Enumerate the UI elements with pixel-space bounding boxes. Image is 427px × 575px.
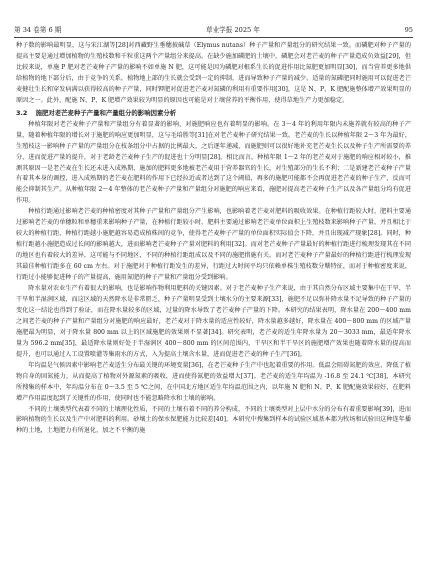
- running-header: [14, 20, 413, 38]
- section-heading: [16, 108, 411, 119]
- paragraph: 降水量对农业生产有着很大的影响，也是影响作物利用肥料的关键因素。对于老芒麦种子生产来说，由于其自然分布区域主要集中在干旱、半干旱和半湿润区域，而这区域的天然降水是非常匮乏，种子产量明显受到土壤水分的主要来源[33]，施肥不足以弥补降水量不足导致的种子产量的变化这一结论也得到了验证，而在降水量较多的区域，过量的降水导致了老芒麦种子产量的下降。本研究的结果表明，降水量在 200～400 mm 之间老芒麦的种子产量和产量组分对施肥的响应最好，老芒麦对于降水量的适应性较好，降水量越多越好，降水量在 400～800 mm 的区域产量施肥最为明显，对于降水量 800 mm 以上的区域施肥的效果则不显著[34]。研究表明，老芒麦的适生年降水量为 20～3033 mm，最适年降水量为 596.2 mm[35]，最适降水量则好处于半湿润区 400～800 mm 的区间范围内，干旱区和半干旱区的施肥增产效果也随着降水量的提高而提升，也可以通过人工设置喷灌等集雨水的方式，入为提高土壤含水量，进而促进老芒麦的种子生产[36]。: [16, 285, 411, 358]
- article-body: [16, 41, 411, 567]
- paragraph: 种植年限对老芒麦种子产量和产量组分有着显著的影响，对施肥响应也有着明显的影响。在 3～4 年的利用年限内未施养就有较高的种子产量，随着种植年限的增长对于施肥的响应更加明显，这与毛培胜等[31]在对老芒麦种子研究结果一致。老芒麦的生长以种植年限 2～3 年为最好，生殖枝这一影响种子产量的产量组分在枝条组分中占据的比例最大，之后逐年递减，而施肥则可以很好地补充老芒麦生长以及种子生产所需要的养分，进而促进产量的提升，对于老龄老芒麦种子生产的促进也十分明显[28]。相比而言，种植年限 1～2 年的老芒麦对于施肥的响应相对较小，推测其原因一是老芒麦在生长还未进入成熟期，施加的肥料更多地被老芒麦用于营养器官的生长，对生殖部分的生长不利；二是新建老芒麦种子产量有着其本身的调控，进入成熟期的老芒麦在肥料的作用下已经拉近或者达到了这个阈值，再多的施肥可能都不会再促进老芒麦的种子生产，反而可能会抑制其生产。从种植年限 2～4 年整体的老芒麦种子产量和产量组分对施肥的响应来看，施肥对提高老芒麦种子生产以及各产量组分均有促进作用。: [16, 120, 411, 205]
- section-number: 3.2: [16, 108, 28, 117]
- header-journal: 草业学报 2025 年: [206, 26, 260, 34]
- paragraph: 年均温是气候因素中影响老芒麦适生分布最关键的环境变量[36]，在老芒麦种子生产中也起着重要的作用。低温会阻碍氮肥的效应，降低了植物自身的固氮能力，从而提高了植物对外源氮素的吸收，进而使得氮肥的效益增大[37]。老芒麦的适生年均温为 -16.8 至 24.1 ℃[38]，本研究所搜集的样本中，年均温分布在 0～3.5 至 5 ℃之间，在中国北方地区适生年均温范围之内，以年施 N 肥和 N、P、K 肥配施效果较好，在肥料增产作用温度起到了关键性的作用，使同时也不能忽略降水和土壤的影响。: [16, 361, 411, 402]
- paragraph: 种子数的影响最明显，这与宋江湖等[28]对西藏野生垂穗披碱草（Elymus nutans）种子产量和产量组分的研究结果一致。而磷肥对种子产量的提高主要是通过增加植物的生殖枝数和千粒重这两个产量组分来提高。在缺少施加磷肥的土壤中，磷肥会对老芒麦的种子产量造成负效益[29]，但比较来说，单施 P 肥对老芒麦种子产量的影响不如单施 N 肥，这可能是因为磷肥对根系生长的促进作用比氮肥更加明显[30]，而当营养更多地供给植物的地下部分后，由于竞争的关系，植物地上部的生长就会受到一定的抑制，进而导致种子产量的减少。适量的氮磷肥同时施用可以促进老芒麦健壮生长和穿发病满以获得较高的种子产量，同时钾肥对促进老芒麦对氮磷的利用有重要作用[30]，这是 N、P、K 肥配施整体增产效果明显的原因之一。此外，配施 N、P、K 肥增产效果较为明显的原因也可能是对土壤营养的平衡作用，使得草地生产力更加稳定。: [16, 42, 411, 104]
- paragraph: 不同的土壤类型代表着不同的土壤理化性质，不同的土壤有着不同的养分构成，不同的土壤类型对上层中水分的分布有着重要影响[39]，进而影响植物的生长以及生产中对肥料的利用。砂壤土的保水保肥能力比较差[40]，本研究中搜集到样本的试验区域基本都为牧场和试验田这种连年播种的土地，土地肥力有所退化，加之不平衡的施: [16, 405, 411, 435]
- paragraph: 种植行距通过影响老芒麦的种植密度对其种子产量和产量组分产生影响，也影响着老芒麦对肥料的吸收效果。在种植行距较大时，肥料主要通过影响老芒麦的单穗粒和单穗重来影响种子产量，在种植行距较小时，肥料主要通过影响老芒麦单位面积上生殖枝数来影响种子产量，并且相比于较大的种植行距，种植行距越小施肥越容易造成植株间的竞争，使得老芒麦种子产量的单位面积实际值会下降，并且出现减产现象[28]。同时，种植行距越小施肥造成过长间的影响越大，进而影响老芒麦种子产量对肥料的利用[32]。而对老芒麦种子产量最好的种植行距进行梳理发现其在不同的地区也有着较大的差异，这可能与不同地区、不同的种植行距组成以及不同的施肥措施有关。而对老芒麦种子产量最好的种植行距进行梳理发现其最佳种植行距多在 60 cm 左右。对于施肥对于种植行距发生的差异，行距过大时间平均只依赖单株生殖枝数分蘖特征，而对于种植密度来说，行距过小能够促进种子的产量提高，施用氮肥的种子产量和产量组分受到影响。: [16, 208, 411, 282]
- header-volume: 第 34 卷第 6 期: [14, 26, 62, 34]
- header-page-number: 95: [404, 26, 413, 34]
- section-title: 施肥对老芒麦种子产量和产量组分的影响因素分析: [35, 108, 177, 117]
